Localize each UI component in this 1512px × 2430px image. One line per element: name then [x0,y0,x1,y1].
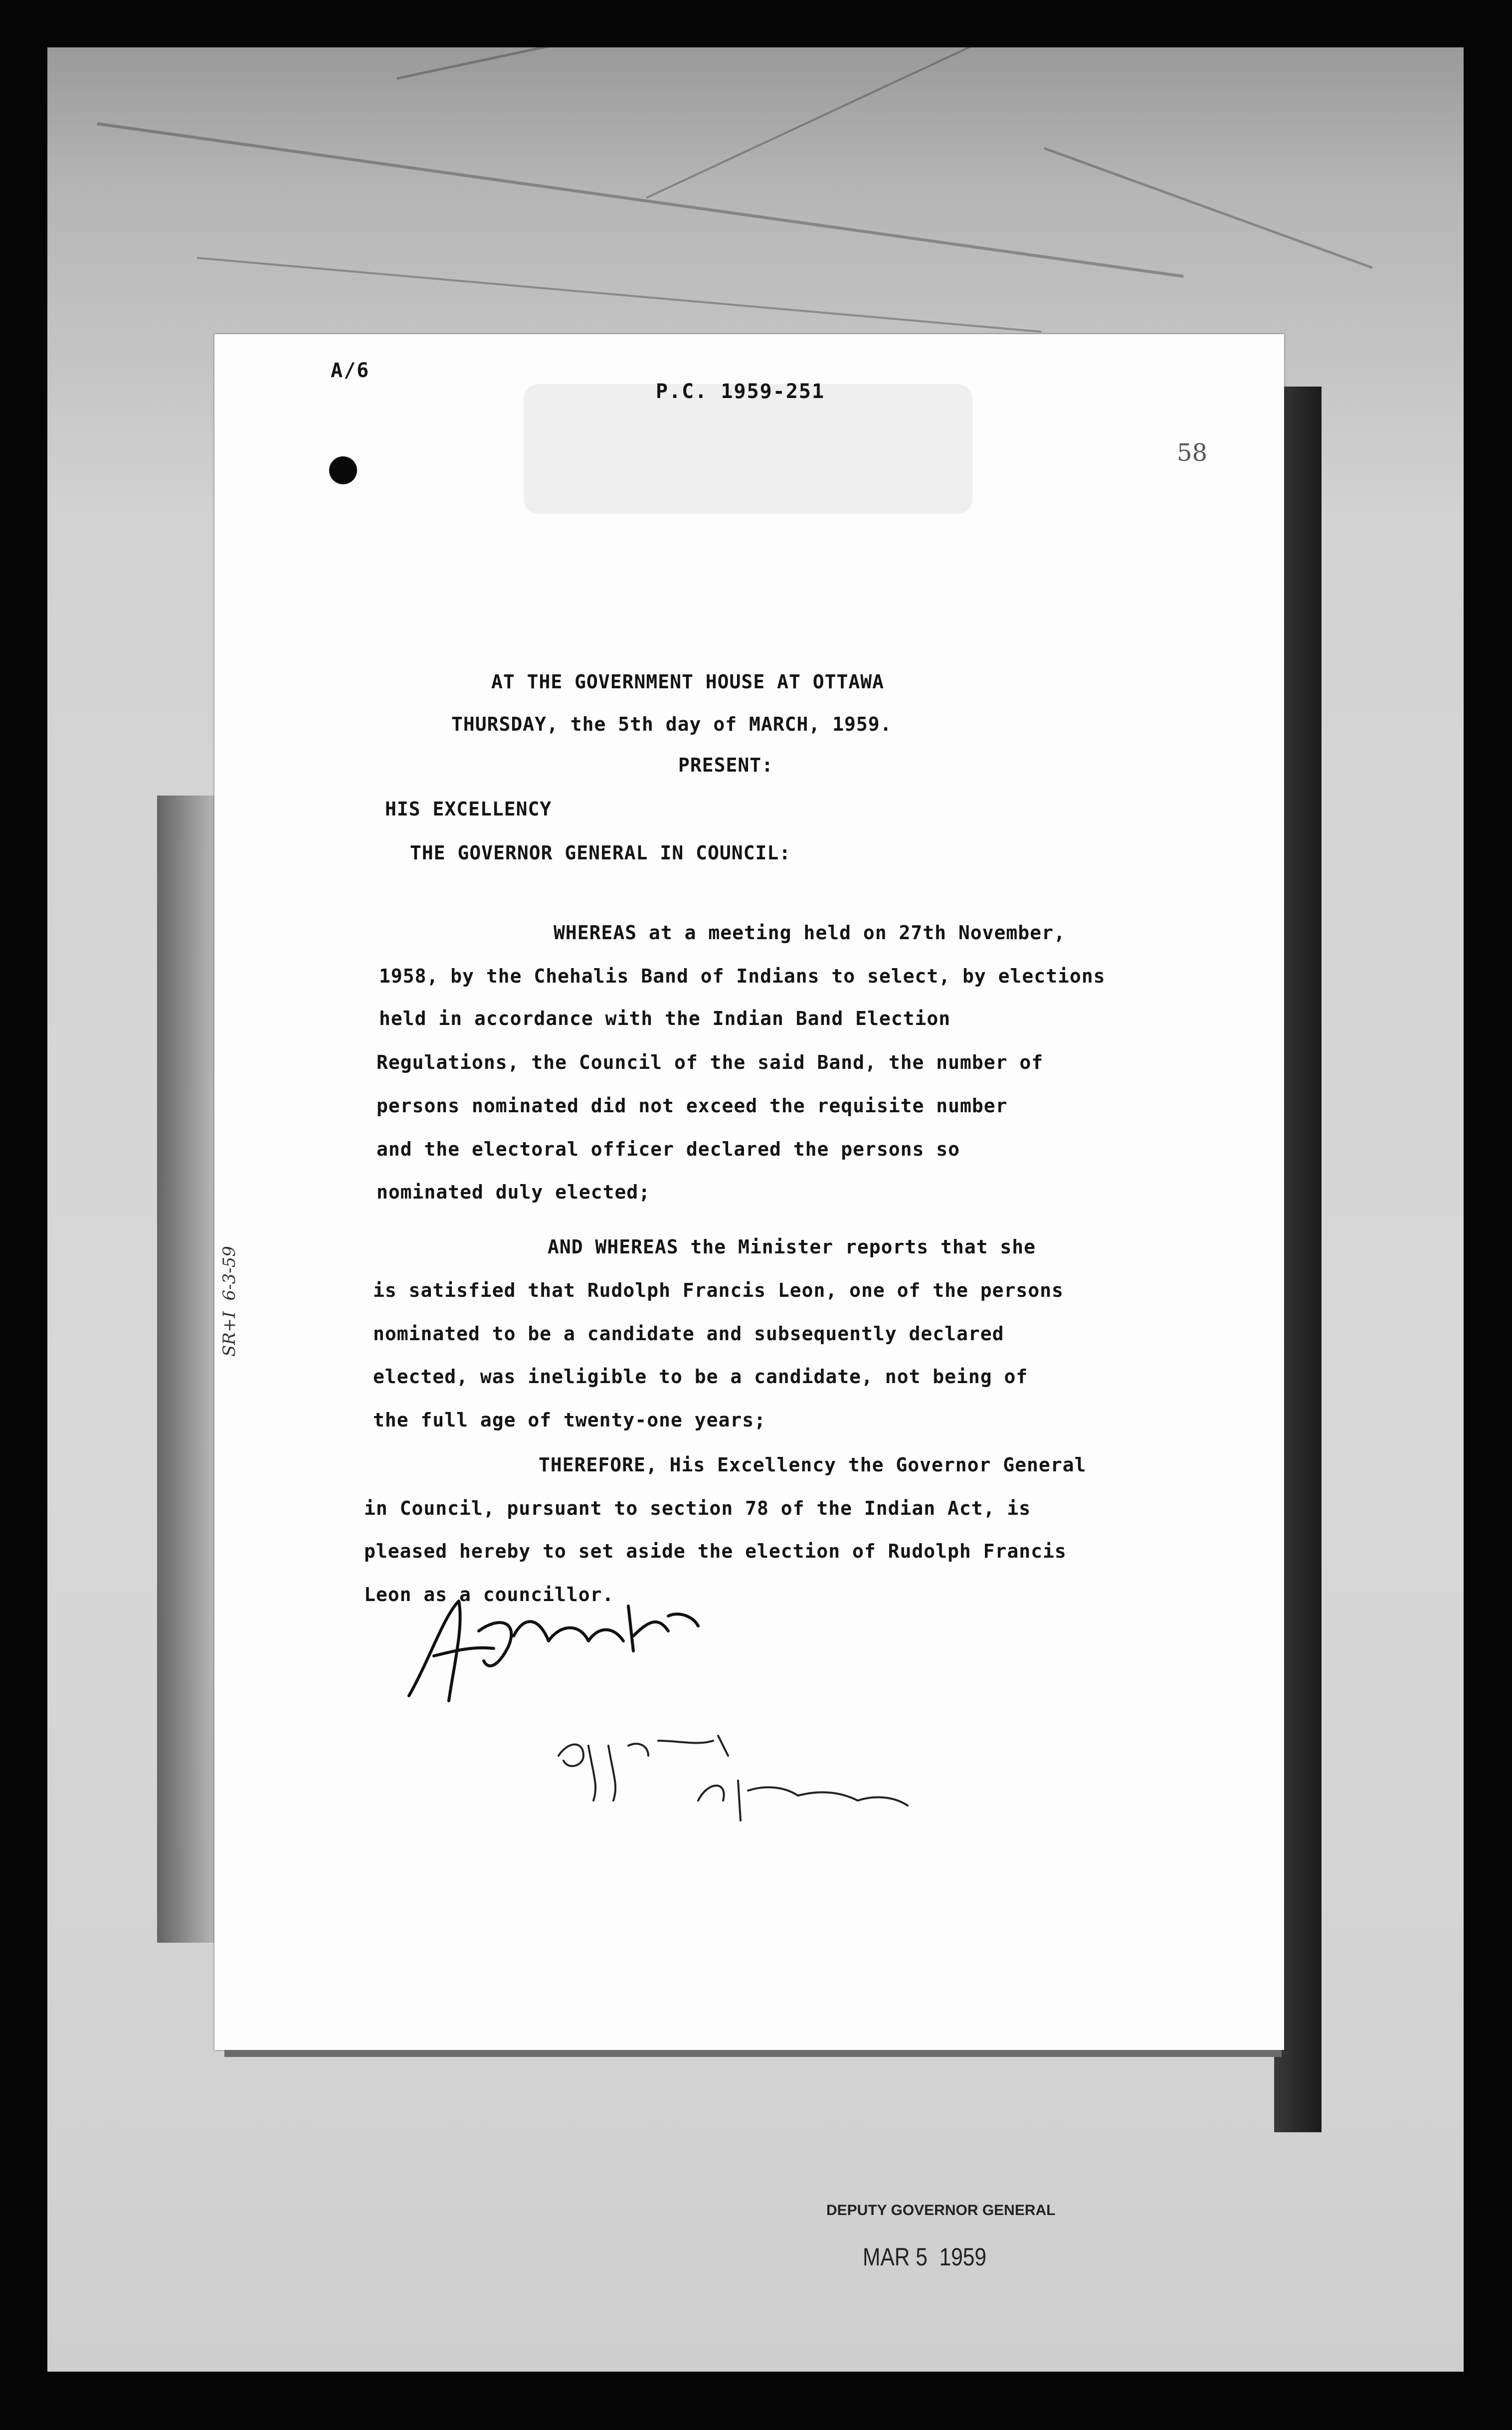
approval-handwriting [549,1726,918,1825]
text-line: Regulations, the Council of the said Band, the number of [377,1051,1044,1073]
handwritten-margin-note: SR+I 6-3-59 [219,1246,239,1357]
address-line: HIS EXCELLENCY [385,798,552,820]
signature [399,1586,708,1711]
text-line: the full age of twenty-one years; [373,1409,766,1431]
film-scratch [197,257,1042,333]
film-scratch [97,122,1183,278]
file-reference: A/6 [331,359,370,382]
text-line: elected, was ineligible to be a candidate, not being of [373,1366,1028,1388]
text-line: Leon as a councillor. [364,1584,614,1606]
text-line: nominated to be a candidate and subsequently declared [373,1323,1004,1345]
order-number: P.C. 1959-251 [656,380,825,403]
faded-stamp [524,384,972,514]
text-line: pleased hereby to set aside the election of Rudolph Francis [364,1540,1067,1562]
address-line: THE GOVERNOR GENERAL IN COUNCIL: [410,842,791,864]
punch-hole [329,456,357,484]
film-scratch [646,47,1053,199]
text-line: held in accordance with the Indian Band Election [379,1008,951,1029]
text-line: in Council, pursuant to section 78 of the Indian Act, is [364,1497,1031,1519]
page-number: 58 [1177,439,1208,467]
date-stamp: MAR 5 1959 [863,2243,987,2271]
heading-present: PRESENT: [678,754,774,776]
deputy-governor-stamp: DEPUTY GOVERNOR GENERAL [826,2202,1056,2219]
heading-date: THURSDAY, the 5th day of MARCH, 1959. [451,713,892,735]
heading-location: AT THE GOVERNMENT HOUSE AT OTTAWA [491,671,884,693]
text-line: AND WHEREAS the Minister reports that she [548,1236,1036,1258]
text-line: persons nominated did not exceed the requisite number [377,1095,1008,1117]
text-line: is satisfied that Rudolph Francis Leon, one of the persons [373,1279,1064,1301]
page-shadow [157,796,217,1943]
text-line: 1958, by the Chehalis Band of Indians to select, by elections [379,965,1106,987]
film-scratch [1044,147,1372,269]
text-line: THEREFORE, His Excellency the Governor General [539,1454,1087,1476]
text-line: and the electoral officer declared the persons so [377,1138,960,1160]
page-bottom-edge [224,2050,1282,2057]
text-line: nominated duly elected; [377,1181,651,1203]
text-line: WHEREAS at a meeting held on 27th November, [554,922,1066,944]
